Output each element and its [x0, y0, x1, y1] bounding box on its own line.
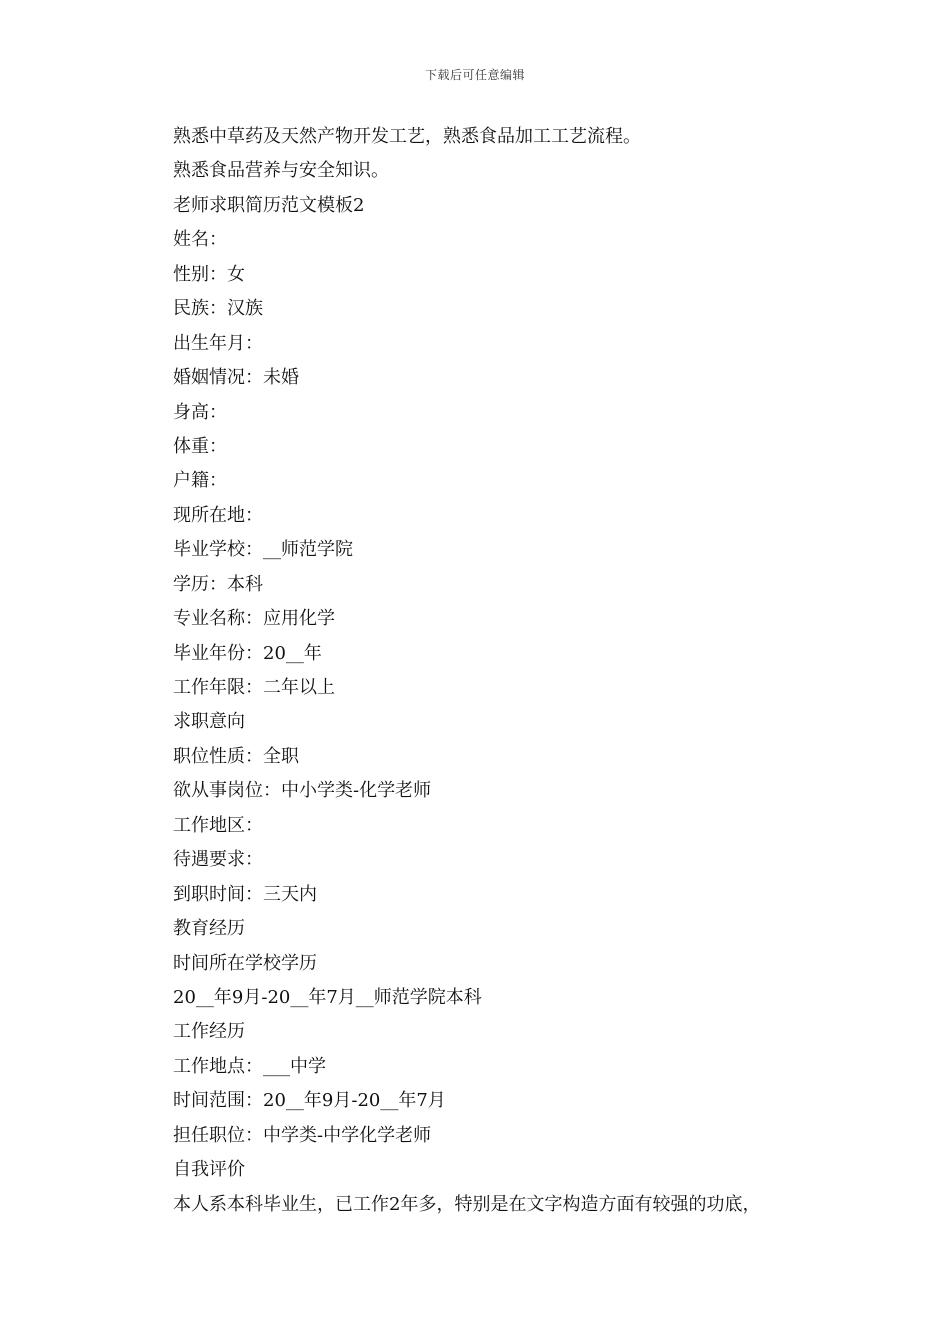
field-position-held: 担任职位：中学类-中学化学老师 — [173, 1124, 432, 1146]
field-gender: 性别：女 — [173, 263, 245, 285]
field-household-registration: 户籍： — [173, 470, 227, 492]
field-weight: 体重： — [173, 435, 227, 457]
page-header-note: 下载后可任意编辑 — [424, 68, 525, 82]
education-table-header: 时间所在学校学历 — [173, 952, 317, 974]
field-work-area: 工作地区： — [173, 814, 263, 836]
field-name: 姓名： — [173, 229, 227, 251]
section-heading-self-evaluation: 自我评价 — [173, 1159, 245, 1181]
field-work-years: 工作年限：二年以上 — [173, 677, 335, 698]
field-graduate-school: 毕业学校：__师范学院 — [173, 539, 353, 561]
section-heading-education: 教育经历 — [173, 918, 245, 940]
field-birth-date: 出生年月： — [173, 332, 263, 354]
field-start-time: 到职时间：三天内 — [173, 883, 317, 905]
self-evaluation-text: 本人系本科毕业生，已工作2年多，特别是在文字构造方面有较强的功底， — [173, 1193, 761, 1215]
section-heading-work-experience: 工作经历 — [173, 1021, 245, 1043]
field-job-type: 职位性质：全职 — [173, 745, 299, 767]
text-line-skills-food-safety: 熟悉食品营养与安全知识。 — [173, 160, 389, 182]
section-title-template: 老师求职简历范文模板2 — [173, 194, 365, 216]
field-ethnicity: 民族：汉族 — [173, 298, 263, 320]
field-major: 专业名称：应用化学 — [173, 608, 335, 630]
field-desired-position: 欲从事岗位：中小学类-化学老师 — [173, 780, 432, 802]
field-height: 身高： — [173, 401, 227, 423]
document-body — [173, 120, 873, 1222]
field-marital-status: 婚姻情况：未婚 — [173, 367, 299, 389]
text-line-skills-herbal: 熟悉中草药及天然产物开发工艺，熟悉食品加工工艺流程。 — [173, 126, 641, 147]
section-heading-job-intention: 求职意向 — [173, 711, 245, 733]
field-salary-expectation: 待遇要求： — [173, 849, 263, 871]
field-graduation-year: 毕业年份：20__年 — [173, 642, 322, 664]
field-work-period: 时间范围：20__年9月-20__年7月 — [173, 1090, 446, 1112]
field-education-level: 学历：本科 — [173, 573, 263, 595]
field-work-location: 工作地点：___中学 — [173, 1055, 326, 1077]
field-current-location: 现所在地： — [173, 504, 263, 526]
education-entry: 20__年9月-20__年7月__师范学院本科 — [173, 986, 482, 1008]
